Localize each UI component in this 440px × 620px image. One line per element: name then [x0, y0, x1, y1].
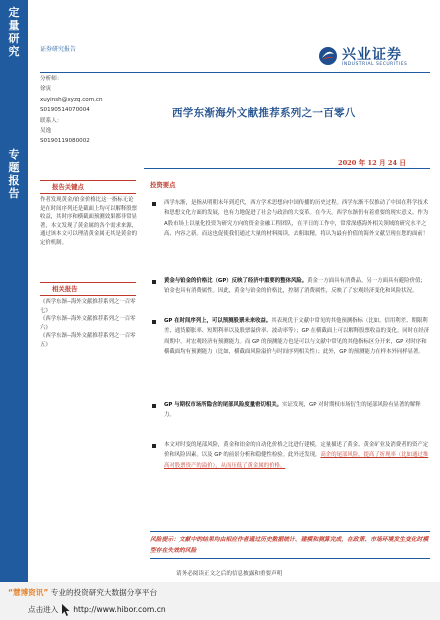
- left-side-bar: [0, 0, 28, 582]
- key-point-5: [150, 440, 430, 471]
- bullet-icon: [152, 404, 156, 408]
- logo-text-en: INDUSTRIAL SECURITIES: [342, 62, 408, 67]
- key-point-1: [150, 198, 430, 240]
- banner-line-2: [28, 604, 166, 615]
- doc-type-label: 证券研究报告: [40, 46, 77, 53]
- logo-mark-icon: [318, 46, 338, 66]
- related-heading: 相关报告: [52, 285, 78, 293]
- key-point-text: 本文对时变的尾部风险，黄金和铂金的自动化价格之比进行建模，定量描述了黄金、黄金矿业及消费者的资产定价和风险因素。以及 GP 的前景分析和稳健性检验。此外还发现，: [164, 442, 429, 459]
- key-point-2: [150, 276, 430, 297]
- analyst-line: xuyinsh@xyzq.com.cn: [40, 96, 103, 103]
- key-point-text: 黄金一方面具有消费品，另一方面具有避险价值；铂金也具有消费属性。因此，黄金与铂金的价格比，控制了消费属性，反映了了宏观经济变化和风险状况。: [164, 278, 426, 295]
- related-reports: 《西学东渐--海外文献推荐系列之一百零七》 《西学东渐--海外文献推荐系列之一百零六》 《西学东渐--海外文献推荐系列之一百零五》: [40, 299, 136, 348]
- banner-tagline: 专业的投资研究大数据分享平台: [50, 588, 158, 597]
- key-point-extra: 而 GP 的预测能力也是可以与文献中常见的其他指标区分开来，GP 对时序和横截面均有预测能力（比如，横截面风险溢价与时间序列相关性）；此外，GP 的预测能力在样本外同样显著。: [164, 338, 427, 356]
- analyst-line: S0190119080002: [40, 138, 90, 145]
- banner-brand: “慧博资讯”: [8, 588, 49, 597]
- side-label-quant: 定量研究: [8, 6, 20, 58]
- headline-heading: 报告关键点: [52, 183, 84, 191]
- headline-top-line: [40, 180, 136, 181]
- related-top-line: [40, 282, 136, 283]
- key-points-heading: 投资要点: [150, 181, 176, 189]
- bullet-icon: [152, 320, 156, 324]
- key-point-text: 其表现优于文献中常见的其他预测指标（比如，信用利差、期限利差、通货膨胀率、短期利率以及股票溢价率、波动率等）；GP 在横截面上可以解释股票收益的变化。同时在经济周期中，对宏观经济有预测能力。: [164, 318, 430, 345]
- headline-bottom-line: [40, 193, 136, 194]
- key-point-3: [150, 316, 430, 358]
- risk-top-line: [150, 531, 430, 532]
- report-date: 2020 年 12 月 24 日: [338, 159, 406, 167]
- key-point-text: 实证发现，GP 对时期权市场衍生的尾部风险有显著的解释力。: [164, 402, 421, 419]
- key-point-bold: GP 与期权市场所隐含的尾部风险度量密切相关。: [164, 402, 283, 408]
- risk-bottom-line: [150, 558, 430, 559]
- bullet-icon: [152, 444, 156, 448]
- analyst-line: 分析师：: [40, 76, 63, 82]
- banner-line-1: [8, 587, 157, 598]
- key-point-bold: GP 在时间序列上，可以预测股票未来收益。: [164, 318, 272, 324]
- analyst-line: S0190514070004: [40, 107, 90, 114]
- risk-warning: 风险提示：文献中的结果均由相应作者通过历史数据统计、建模和测算完成，在政策、市场环境发生变化时模型存在失效的风险: [150, 537, 429, 554]
- header-divider: [40, 72, 430, 73]
- report-title: 西学东渐海外文献推荐系列之一百零八: [172, 107, 356, 119]
- key-point-4: [150, 400, 430, 421]
- analyst-line: 徐寅: [40, 86, 52, 93]
- date-divider: [144, 168, 430, 169]
- disclosure-note: 请务必阅读正文之后的信息披露和重要声明: [176, 571, 283, 577]
- key-point-highlight: 高企的尾部风险，提高了折现率（比如通过推高对股票资产的溢价），从而压低了黄金属的价格。: [164, 452, 429, 469]
- key-point-bold: 黄金与铂金的价格比（GP）反映了经济中重要的整体风险。: [164, 278, 308, 284]
- analyst-info: [40, 74, 136, 147]
- bullet-icon: [152, 202, 156, 206]
- banner-url-link[interactable]: http://www.hibor.com.cn: [73, 605, 166, 614]
- logo-text-cn: 兴业证券: [342, 47, 402, 63]
- banner-link-label: 点击进入: [28, 605, 59, 614]
- key-point-text: 西学东渐，是指从明朝末年到近代，西方学术思想向中国传播的历史过程。西学东渐不仅推动了中国在科学技术和思想文化方面的发展，也有力地促进了社会与政治的大变革。在今天，西学东渐仍有着重要的现实意义。作为A股市场上以量化投资为研究方向的资金金融工程团队，在平日的工作中，常常深感海外相关领域的研究水平之高、内容之新。而这也促使我们通过大量的材料阅读，去粗取精，将认为最有价值的海外文献呈现在您的面前！: [164, 200, 429, 238]
- cursor-icon: [60, 604, 70, 616]
- analyst-line: 联系人：: [40, 117, 63, 124]
- company-logo: [318, 44, 428, 72]
- bullet-icon: [152, 280, 156, 284]
- analyst-line: 吴逸: [40, 128, 52, 135]
- headline-text: 作者发现黄金/铂金价格比这一指标无论是在时间序列还是截面上均可以解释股票收益，其时序和横截面预测效果都非常显著，本文发现了黄金属的各个需求来源，通过该本文可以理清黄金属无其是黄金的定价机制。: [40, 197, 138, 246]
- side-label-special: 专题报告: [8, 148, 20, 200]
- related-bottom-line: [40, 295, 136, 296]
